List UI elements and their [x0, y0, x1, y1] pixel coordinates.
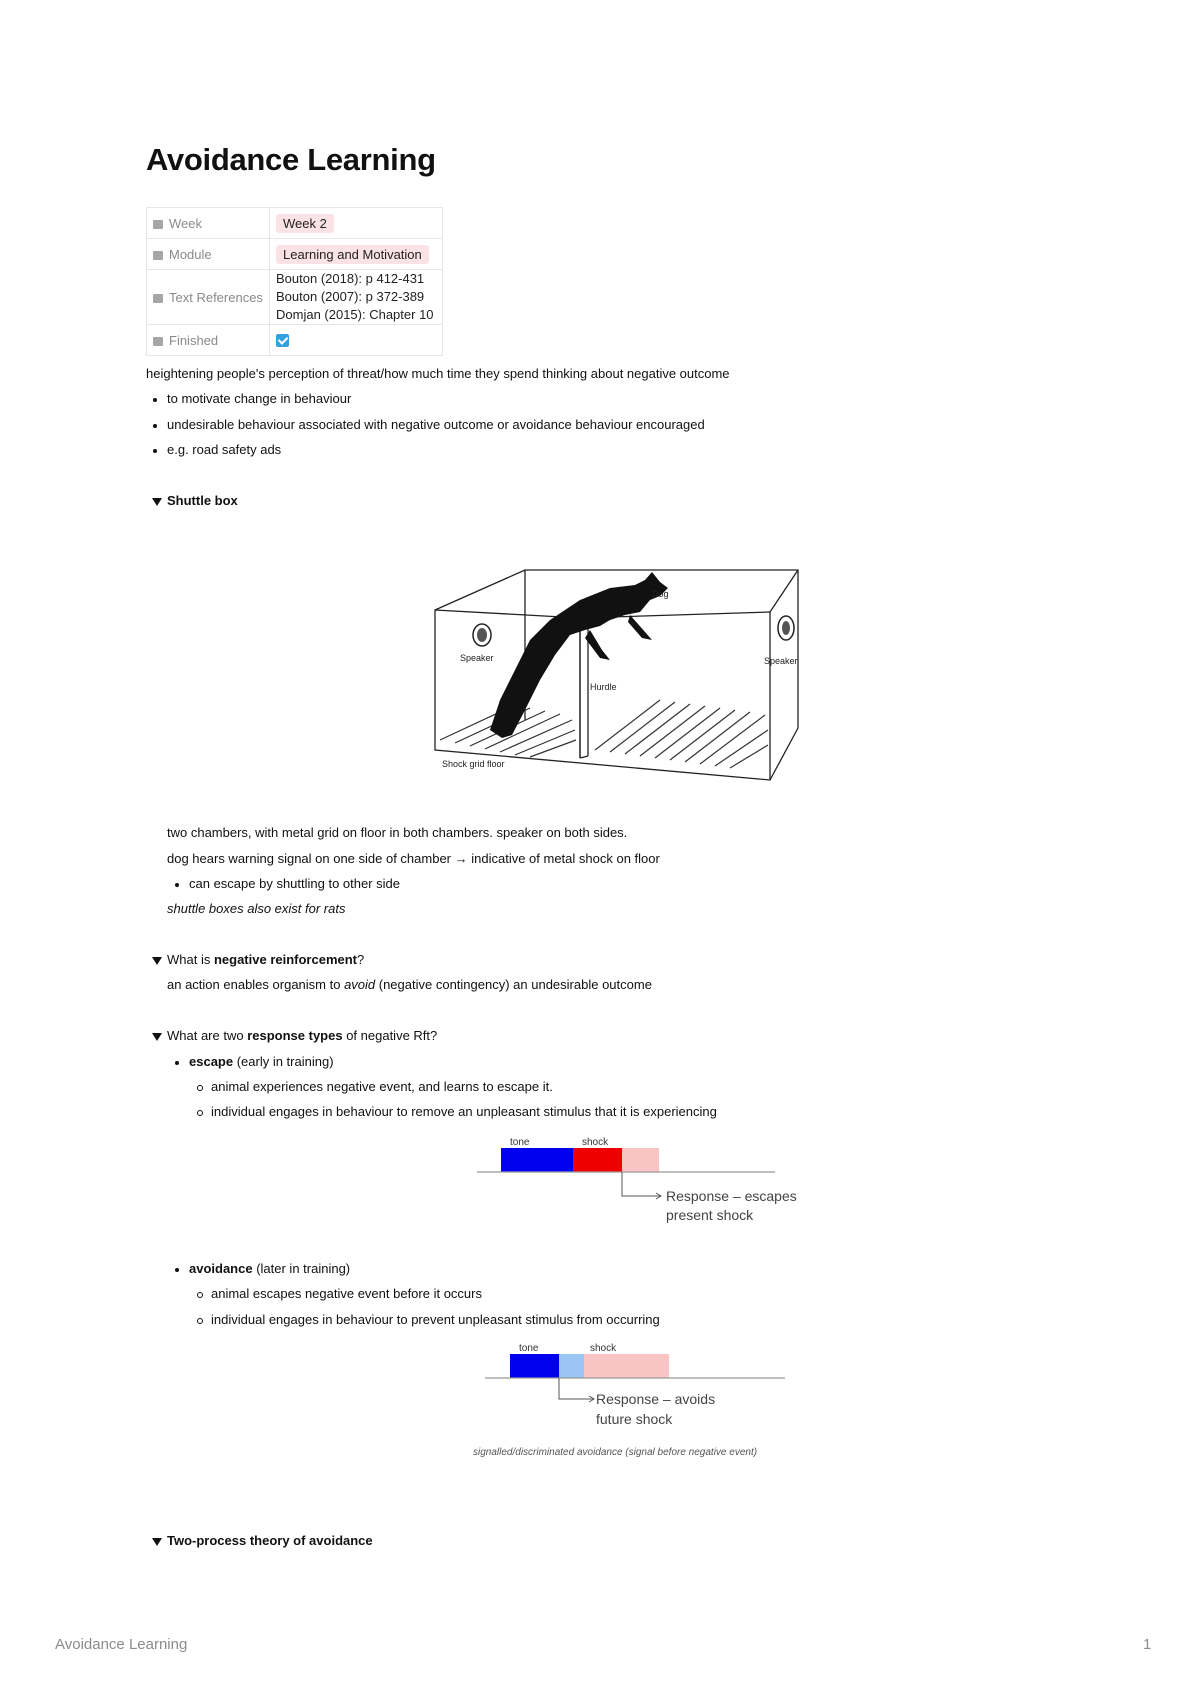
- toggle-negative-reinforcement[interactable]: What is negative reinforcement?: [167, 952, 364, 967]
- list-item: animal experiences negative event, and learns to escape it.: [211, 1079, 553, 1094]
- footer-title: Avoidance Learning: [55, 1636, 188, 1653]
- speaker-right-label: Speaker: [764, 656, 798, 666]
- property-value-week[interactable]: [270, 208, 443, 239]
- finished-checkbox[interactable]: [276, 334, 289, 347]
- property-row-week: [147, 208, 443, 239]
- list-item: undesirable behaviour associated with negative outcome or avoidance behaviour encouraged: [167, 417, 705, 432]
- tone-bar: [501, 1148, 573, 1172]
- response-label: present shock: [666, 1207, 754, 1223]
- list-item-avoidance: avoidance (later in training): [189, 1261, 351, 1276]
- shuttle-box-figure: [430, 560, 810, 790]
- response-label: Response – avoids: [596, 1391, 716, 1407]
- property-value-references[interactable]: [270, 270, 443, 325]
- shuttle-text: two chambers, with metal grid on floor in both chambers. speaker on both sides.: [167, 825, 628, 840]
- toggle-shuttle-box[interactable]: Shuttle box: [167, 493, 238, 508]
- figure-caption: signalled/discriminated avoidance (signal before negative event): [473, 1447, 758, 1458]
- property-key-references: Text References: [147, 270, 270, 325]
- escape-timeline-diagram: [470, 1134, 810, 1230]
- property-value-module[interactable]: [270, 239, 443, 270]
- toggle-triangle-icon[interactable]: [152, 1538, 162, 1546]
- list-item: individual engages in behaviour to remove an unpleasant stimulus that it is experiencing: [211, 1104, 717, 1119]
- list-icon: [153, 251, 163, 260]
- list-item: can escape by shuttling to other side: [189, 876, 401, 891]
- toggle-triangle-icon[interactable]: [152, 498, 162, 506]
- dog-icon: [490, 572, 668, 738]
- shuttle-note: shuttle boxes also exist for rats: [167, 901, 346, 916]
- response-label: Response – escapes: [666, 1188, 797, 1204]
- property-key-finished: Finished: [147, 325, 270, 356]
- list-item: e.g. road safety ads: [167, 442, 282, 457]
- toggle-two-process-theory[interactable]: Two-process theory of avoidance: [167, 1533, 373, 1548]
- shock-faint-bar: [622, 1148, 659, 1172]
- list-item: individual engages in behaviour to prevent unpleasant stimulus from occurring: [211, 1312, 660, 1327]
- dog-label: Dog: [652, 589, 669, 599]
- reference-line: Bouton (2007): p 372-389: [276, 289, 425, 304]
- list-icon: [153, 220, 163, 229]
- page-number: 1: [1143, 1636, 1152, 1653]
- toggle-triangle-icon[interactable]: [152, 1033, 162, 1041]
- reference-line: Domjan (2015): Chapter 10: [276, 307, 434, 322]
- negative-reinforcement-definition: an action enables organism to avoid (negative contingency) an undesirable outcome: [167, 977, 652, 992]
- floor-label: Shock grid floor: [442, 759, 505, 769]
- module-tag[interactable]: Learning and Motivation: [276, 245, 429, 264]
- property-key-week: Week: [147, 208, 270, 239]
- response-bar: [559, 1354, 584, 1378]
- property-row-module: [147, 239, 443, 270]
- reference-line: Bouton (2018): p 412-431: [276, 271, 425, 286]
- properties-table: [146, 207, 443, 356]
- shock-label: shock: [590, 1343, 617, 1354]
- hurdle-label: Hurdle: [590, 682, 617, 692]
- speaker-left-label: Speaker: [460, 653, 494, 663]
- tone-bar: [510, 1354, 559, 1378]
- property-key-module: Module: [147, 239, 270, 270]
- tone-label: tone: [510, 1137, 530, 1148]
- property-value-finished[interactable]: [270, 325, 443, 356]
- week-tag[interactable]: Week 2: [276, 214, 334, 233]
- property-row-finished: [147, 325, 443, 356]
- text-icon: [153, 294, 163, 303]
- list-item: animal escapes negative event before it occurs: [211, 1286, 482, 1301]
- avoidance-timeline-diagram: [480, 1340, 810, 1436]
- response-label: future shock: [596, 1411, 673, 1427]
- page-title: Avoidance Learning: [146, 142, 436, 177]
- shock-label: shock: [582, 1137, 609, 1148]
- shock-faint-bar: [584, 1354, 669, 1378]
- tone-label: tone: [519, 1343, 539, 1354]
- shuttle-text: dog hears warning signal on one side of chamber → indicative of metal shock on floor: [167, 851, 660, 866]
- list-item: to motivate change in behaviour: [167, 391, 352, 406]
- speaker-right-icon: [778, 616, 794, 640]
- toggle-response-types[interactable]: What are two response types of negative Rft?: [167, 1028, 437, 1043]
- intro-text: heightening people's perception of threat/how much time they spend thinking about negative outcome: [146, 366, 730, 381]
- toggle-triangle-icon[interactable]: [152, 957, 162, 965]
- speaker-left-icon: [473, 624, 491, 646]
- list-item-escape: escape (early in training): [189, 1054, 334, 1069]
- shock-bar: [573, 1148, 622, 1172]
- property-row-references: [147, 270, 443, 325]
- checkbox-property-icon: [153, 337, 163, 346]
